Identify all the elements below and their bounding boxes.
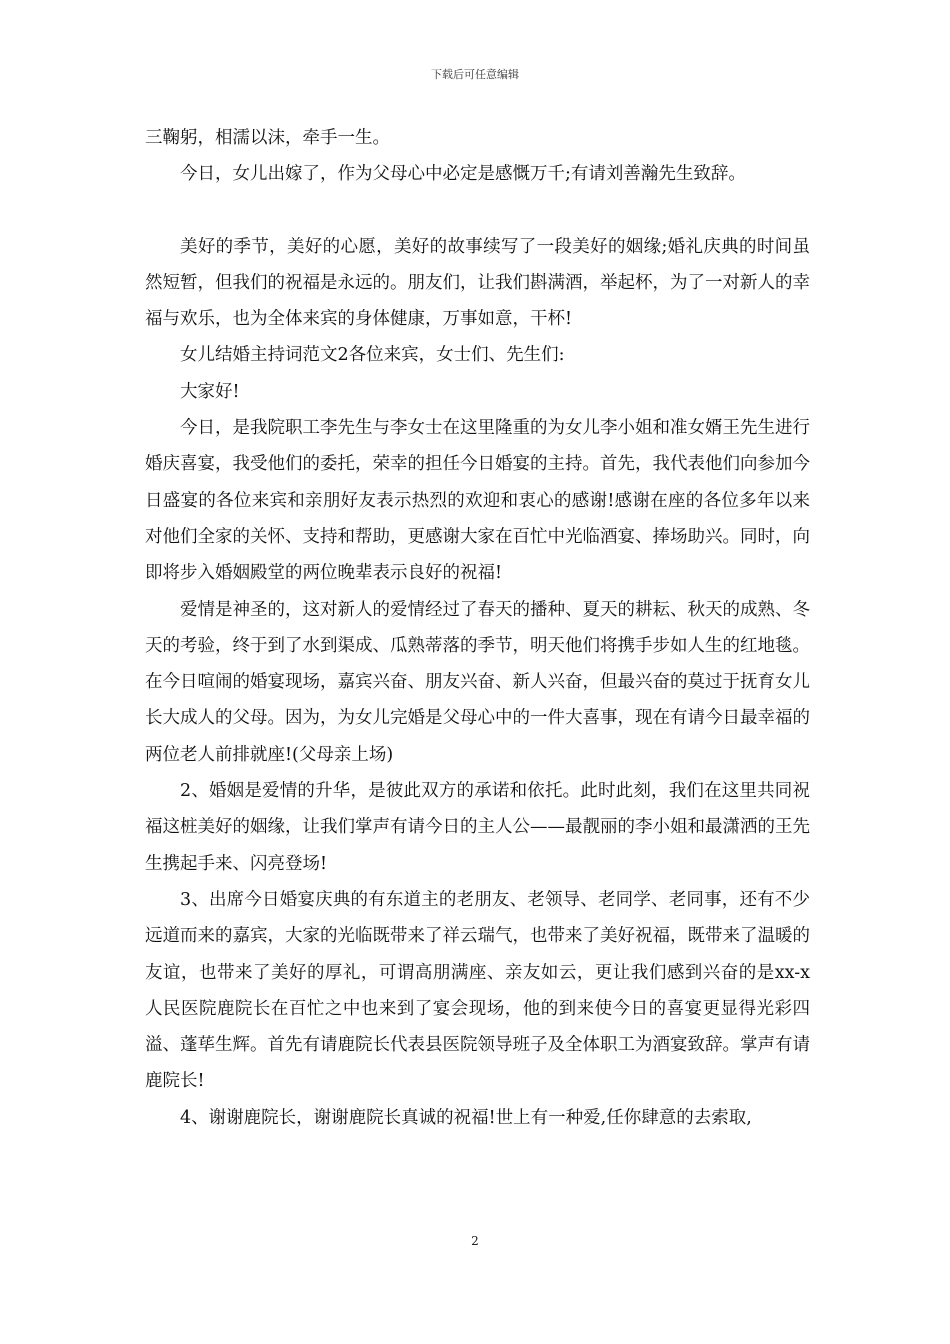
document-body — [145, 120, 810, 1136]
paragraph-greeting: 大家好! — [180, 381, 240, 402]
page-number: 2 — [471, 1234, 479, 1248]
paragraph-item-2: 2、婚姻是爱情的升华，是彼此双方的承诺和依托。此时此刻，我们在这里共同祝福这桩美好的姻缘，让我们掌声有请今日的主人公——最靓丽的李小姐和最潇洒的王先生携起手来、闪亮登场! — [145, 781, 810, 874]
paragraph-love: 爱情是神圣的，这对新人的爱情经过了春天的播种、夏天的耕耘、秋天的成熟、冬天的考验，终于到了水到渠成、瓜熟蒂落的季节，明天他们将携手步如人生的红地毯。在今日喧闹的婚宴现场，嘉宾兴奋、朋友兴奋、新人兴奋，但最兴奋的莫过于抚育女儿长大成人的父母。因为，为女儿完婚是父母心中的一件大喜事，现在有请今日最幸福的两位老人前排就座!(父母亲上场) — [145, 599, 810, 765]
paragraph-opening: 今日，是我院职工李先生与李女士在这里隆重的为女儿李小姐和准女婿王先生进行婚庆喜宴，我受他们的委托，荣幸的担任今日婚宴的主持。首先，我代表他们向参加今日盛宴的各位来宾和亲朋好友表示热烈的欢迎和衷心的感谢!感谢在座的各位多年以来对他们全家的关怀、支持和帮助，更感谢大家在百忙中光临酒宴、捧场助兴。同时，向即将步入婚姻殿堂的两位晚辈表示良好的祝福! — [145, 418, 810, 584]
paragraph-continuation: 三鞠躬，相濡以沫，牵手一生。 — [145, 128, 390, 148]
paragraph-sample-title: 女儿结婚主持词范文2各位来宾，女士们、先生们: — [180, 345, 565, 366]
page-header-note: 下载后可任意编辑 — [431, 68, 519, 81]
paragraph-invite-speech: 今日，女儿出嫁了，作为父母心中必定是感慨万千;有请刘善瀚先生致辞。 — [180, 164, 746, 185]
paragraph-toast: 美好的季节，美好的心愿，美好的故事续写了一段美好的姻缘;婚礼庆典的时间虽然短暂，但我们的祝福是永远的。朋友们，让我们斟满酒，举起杯，为了一对新人的幸福与欢乐，也为全体来宾的身体健康，万事如意，干杯! — [145, 236, 810, 330]
paragraph-item-4: 4、谢谢鹿院长，谢谢鹿院长真诚的祝福!世上有一种爱,任你肆意的去索取, — [180, 1107, 752, 1128]
paragraph-item-3: 3、出席今日婚宴庆典的有东道主的老朋友、老领导、老同学、老同事，还有不少远道而来的嘉宾，大家的光临既带来了祥云瑞气，也带来了美好祝福，既带来了温暖的友谊，也带来了美好的厚礼，可谓高朋满座、亲友如云，更让我们感到兴奋的是xx-x人民医院鹿院长在百忙之中也来到了宴会现场，他的到来使今日的喜宴更显得光彩四溢、蓬荜生辉。首先有请鹿院长代表县医院领导班子及全体职工为酒宴致辞。掌声有请鹿院长! — [145, 889, 810, 1092]
paragraph-spacer — [145, 193, 810, 229]
